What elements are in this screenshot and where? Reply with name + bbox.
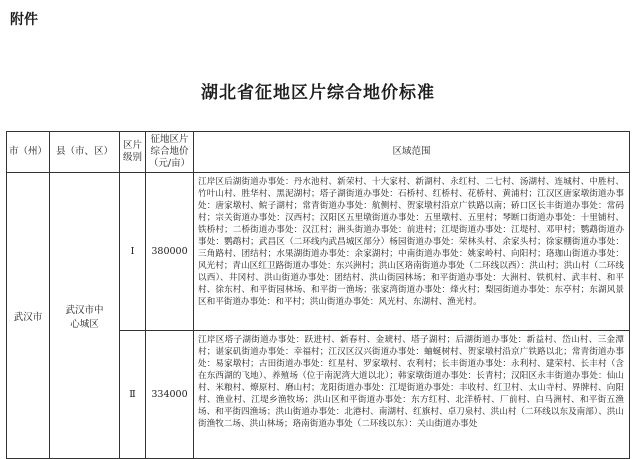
table-header-row xyxy=(7,132,630,173)
area-cell: 江岸区后湖街道办事处：丹水池村、新荣村、十大家村、新湖村、永红村、二七村、汤湖村、连城村、中胜村、竹叶山村、胜华村、黑泥湖村；塔子湖街道办事处：石桥村、红桥村、花桥村、黄浦村；江汉区唐家墩街道办事处：唐家墩村、鲩子湖村；常青街道办事处：航侧村、贺家墩村沿京广铁路以南；硚口区长丰街道办事处：常码村；宗关街道办事处：汉西村；汉阳区五里墩街道办事处：五里墩村、五里村；琴断口街道办事处：十里铺村、铁桥村；二桥街道办事处：汉江村；洲头街道办事处：前进村；江堤街道办事处：江堤村、邓甲村；鹦鹉街道办事处：鹦鹉村；武昌区（二环线内武昌城区部分）杨园街道办事处：荣林头村、余家头村；徐家棚街道办事处：三角路村、团结村；水果湖街道办事处：余家湖村；中南街道办事处：姚家岭村、向阳村；珞珈山街道办事处：风光村；青山区红卫路街道办事处：东兴洲村；洪山区珞南街道办事处（二环线以西）：洪山村；洪山村（二环线以西）、井冈村、洪山街道办事处：团结村、洪山街园林场；和平街道办事处：大洲村、铁机村、武丰村、和平村、徐东村、和平街园林场、和平街一渔场；张家湾街道办事处：烽火村；梨园街道办事处：东亭村；东湖风景区和平街道办事处：和平村；洪山街道办事处：风光村、东湖村、渔光村。 xyxy=(194,173,630,331)
city-cell: 武汉市 xyxy=(7,173,50,459)
table-row xyxy=(7,173,630,331)
header-level: 区片级别 xyxy=(120,132,146,173)
header-county: 县（市、区） xyxy=(50,132,120,173)
level-cell: Ⅱ xyxy=(120,331,146,459)
header-price: 征地区片综合地价（元/亩） xyxy=(146,132,194,173)
level-cell: Ⅰ xyxy=(120,173,146,331)
header-area: 区域范围 xyxy=(194,132,630,173)
price-cell: 334000 xyxy=(146,331,194,459)
header-city: 市（州） xyxy=(7,132,50,173)
land-price-table xyxy=(6,131,630,459)
county-cell: 武汉市中心城区 xyxy=(50,173,120,459)
price-cell: 380000 xyxy=(146,173,194,331)
attachment-label: 附件 xyxy=(10,12,38,28)
page-title: 湖北省征地区片综合地价标准 xyxy=(201,83,435,103)
area-cell: 江岸区塔子湖街道办事处：跃进村、新春村、金琥村、塔子湖村；后湖街道办事处：新益村、岱山村、三金潭村；谌家矶街道办事处：幸福村；江汉区汉兴街道办事处：蚰蜒树村、贺家墩村沿京广铁路以北；常青街道办事处：易家墩村；古田街道办事处：红星村、罗家墩村、农利村；长丰街道办事处：永利村、建荣村、长丰村（含在东西湖的飞地）、养殖场（位于南泥湾大道以北）；韩家墩街道办事处：长青村；汉阳区永丰街道办事处：仙山村、米粮村、燎原村、磨山村；龙阳街道办事处：江堤街道办事处：丰收村、红卫村、太山寺村、界牌村、向阳村、渔业村、江堤乡渔牧场；洪山区和平街道办事处：东方红村、北洋桥村、厂前村、白马洲村、和平街五渔场、和平街四渔场；洪山街道办事处：北港村、南湖村、红旗村、卓刀泉村、洪山村（二环线以东及南部）、洪山街渔牧二场、洪山林场；珞南街道办事处（二环线以东）：关山街道办事处 xyxy=(194,331,630,459)
